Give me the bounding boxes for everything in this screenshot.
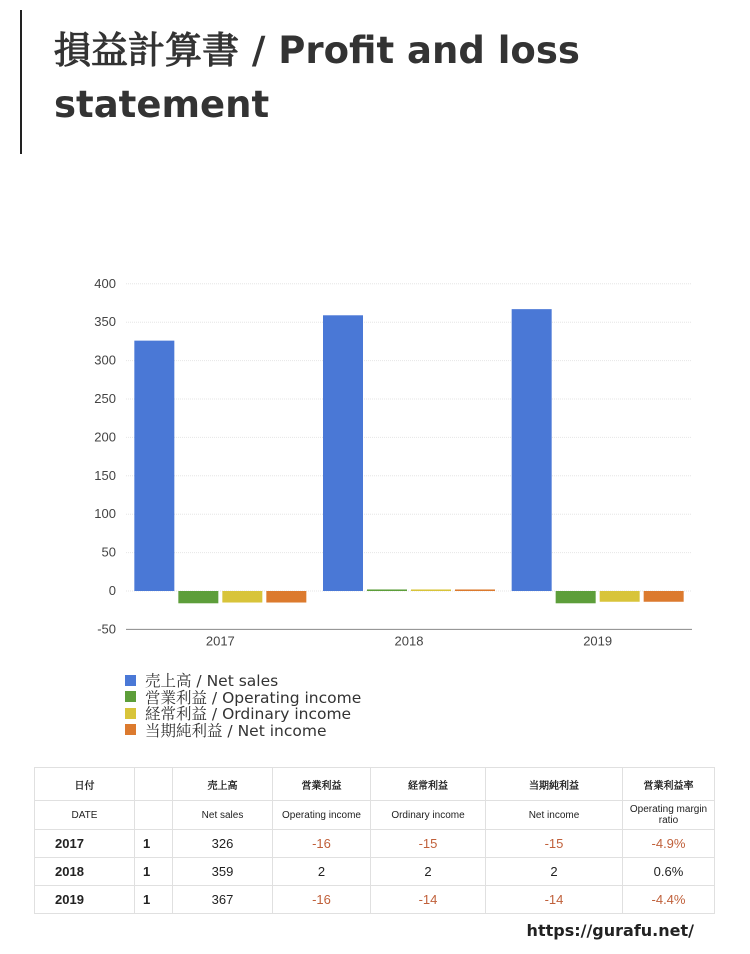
cell-margin: -4.9% (623, 830, 715, 858)
title-block (20, 10, 722, 154)
header-sales-jp: 売上高 (173, 768, 273, 801)
y-tick-label: 300 (94, 352, 116, 368)
legend-swatch-ordinary-income (125, 708, 136, 719)
cell-month: 1 (135, 886, 173, 914)
table-row (35, 886, 715, 914)
legend-swatch-net-income (125, 724, 136, 735)
cell-sales: 326 (173, 830, 273, 858)
y-tick-label: 0 (108, 583, 116, 598)
bar (367, 589, 407, 591)
cell-ordinary: 2 (371, 858, 486, 886)
bar (266, 591, 306, 603)
source-url: https://gurafu.net/ (526, 921, 694, 940)
cell-operating: -16 (273, 886, 371, 914)
header-net-en: Net income (486, 801, 623, 830)
bar (134, 341, 174, 591)
header-month-en (135, 801, 173, 830)
bar (178, 591, 218, 603)
header-date-en: DATE (35, 801, 135, 830)
y-tick-label: 100 (94, 506, 116, 522)
cell-margin: 0.6% (623, 858, 715, 886)
bar (512, 309, 552, 591)
bar (600, 591, 640, 602)
legend-label-net-income: 当期純利益 / Net income (145, 721, 327, 740)
cell-ordinary: -15 (371, 830, 486, 858)
y-tick-label: 250 (94, 391, 116, 406)
bar (644, 591, 684, 602)
table-row (35, 858, 715, 886)
cell-net: 2 (486, 858, 623, 886)
legend-label-ordinary-income: 経常利益 / Ordinary income (145, 705, 352, 724)
x-tick-label: 2017 (205, 633, 235, 649)
header-ordinary-en: Ordinary income (371, 801, 486, 830)
header-margin-en: Operating margin ratio (623, 801, 715, 830)
y-tick-label: 400 (94, 275, 116, 291)
bar (222, 591, 262, 603)
cell-net: -14 (486, 886, 623, 914)
header-net-jp: 当期純利益 (486, 768, 623, 801)
y-tick-label: 50 (101, 544, 116, 560)
legend-item-net-income (125, 722, 361, 739)
cell-net: -15 (486, 830, 623, 858)
table-row (35, 830, 715, 858)
header-margin-jp: 営業利益率 (623, 768, 715, 801)
cell-year: 2019 (35, 886, 135, 914)
bar (455, 589, 495, 591)
bar-chart (0, 270, 750, 665)
legend-label-net-sales: 売上高 / Net sales (145, 672, 279, 691)
table-header-row-jp (35, 768, 715, 801)
cell-operating: -16 (273, 830, 371, 858)
financial-table (34, 767, 715, 914)
bar (556, 591, 596, 603)
cell-sales: 367 (173, 886, 273, 914)
header-operating-en: Operating income (273, 801, 371, 830)
y-tick-label: 350 (94, 314, 116, 330)
y-tick-label: 150 (94, 467, 116, 483)
header-month-jp (135, 768, 173, 801)
cell-year: 2018 (35, 858, 135, 886)
header-date-jp: 日付 (35, 768, 135, 801)
page-title: 損益計算書 / Profit and loss statement (54, 29, 580, 126)
header-sales-en: Net sales (173, 801, 273, 830)
legend-label-operating-income: 営業利益 / Operating income (145, 688, 362, 707)
header-ordinary-jp: 経常利益 (371, 768, 486, 801)
bar (411, 589, 451, 591)
cell-margin: -4.4% (623, 886, 715, 914)
cell-ordinary: -14 (371, 886, 486, 914)
table-header-row-en (35, 801, 715, 830)
chart-legend (125, 672, 361, 738)
y-tick-label: 200 (94, 429, 116, 445)
legend-swatch-operating-income (125, 691, 136, 702)
cell-month: 1 (135, 858, 173, 886)
x-tick-label: 2018 (394, 633, 424, 649)
bar (323, 315, 363, 591)
legend-swatch-net-sales (125, 675, 136, 686)
cell-month: 1 (135, 830, 173, 858)
header-operating-jp: 営業利益 (273, 768, 371, 801)
y-tick-label: -50 (97, 621, 116, 637)
x-tick-label: 2019 (583, 633, 613, 649)
cell-year: 2017 (35, 830, 135, 858)
cell-sales: 359 (173, 858, 273, 886)
cell-operating: 2 (273, 858, 371, 886)
